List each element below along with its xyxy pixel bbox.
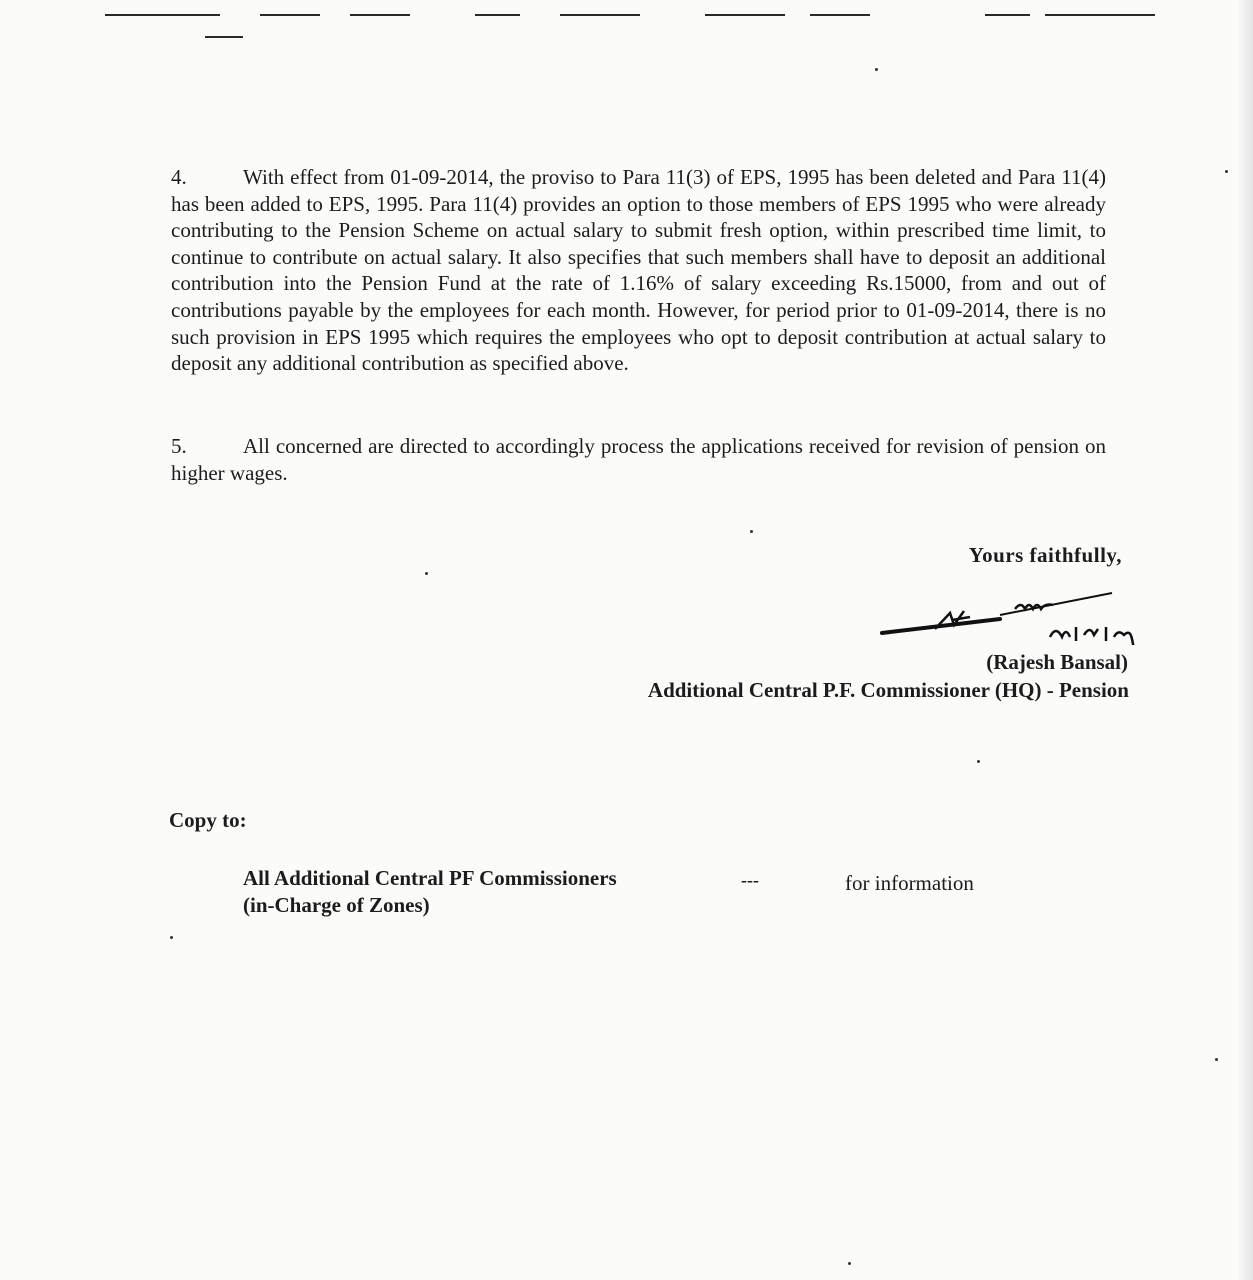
scan-speck	[848, 1262, 851, 1265]
header-rule	[1045, 14, 1155, 16]
copy-recipient	[243, 865, 617, 919]
paragraph-text: All concerned are directed to accordingly process the applications received for revision of pension on higher wages.	[171, 434, 1106, 485]
paragraph-text: With effect from 01-09-2014, the proviso to Para 11(3) of EPS, 1995 has been deleted and Para 11(4) has been added to EPS, 1995. Para 11(4) provides an option to those members of EPS 1995 who were already contributing to the Pension Scheme on actual salary to submit fresh option, within prescribed time limit, to continue to contribute on actual salary. It also specifies that such members shall have to deposit an additional contribution into the Pension Fund at the rate of 1.16% of salary exceeding Rs.15000, from and out of contributions payable by the employees for each month. However, for period prior to 01-09-2014, there is no such provision in EPS 1995 which requires the employees who opt to deposit contribution at actual salary to deposit any additional contribution as specified above.	[171, 165, 1106, 376]
header-rule	[560, 14, 640, 16]
scan-speck	[1215, 1058, 1218, 1061]
copy-purpose: for information	[845, 871, 974, 895]
recipient-line: (in-Charge of Zones)	[243, 893, 430, 917]
signatory-name: (Rajesh Bansal)	[986, 650, 1128, 674]
paragraph-4	[171, 164, 1106, 377]
handwritten-signature	[880, 585, 1150, 645]
header-rule	[475, 14, 520, 16]
scan-speck	[425, 572, 428, 575]
header-rule	[985, 14, 1030, 16]
scan-speck	[977, 760, 980, 763]
copy-to-heading: Copy to:	[169, 808, 247, 832]
closing-salutation: Yours faithfully,	[968, 543, 1122, 567]
separator-dashes: ---	[741, 870, 759, 890]
recipient-line: All Additional Central PF Commissioners	[243, 866, 617, 890]
paragraph-5	[171, 433, 1106, 486]
header-rule	[205, 36, 243, 38]
header-rule	[705, 14, 785, 16]
header-rule	[810, 14, 870, 16]
scan-speck	[1225, 170, 1228, 173]
signatory-designation: Additional Central P.F. Commissioner (HQ) - Pension	[647, 678, 1129, 702]
scan-speck	[875, 68, 878, 71]
scan-speck	[750, 530, 753, 533]
header-rule	[350, 14, 410, 16]
paragraph-number: 4.	[171, 165, 187, 189]
header-rule	[260, 14, 320, 16]
paragraph-number: 5.	[171, 434, 187, 458]
scan-edge-shadow	[1239, 0, 1253, 1280]
header-rule	[105, 14, 220, 16]
scan-speck	[170, 936, 173, 939]
